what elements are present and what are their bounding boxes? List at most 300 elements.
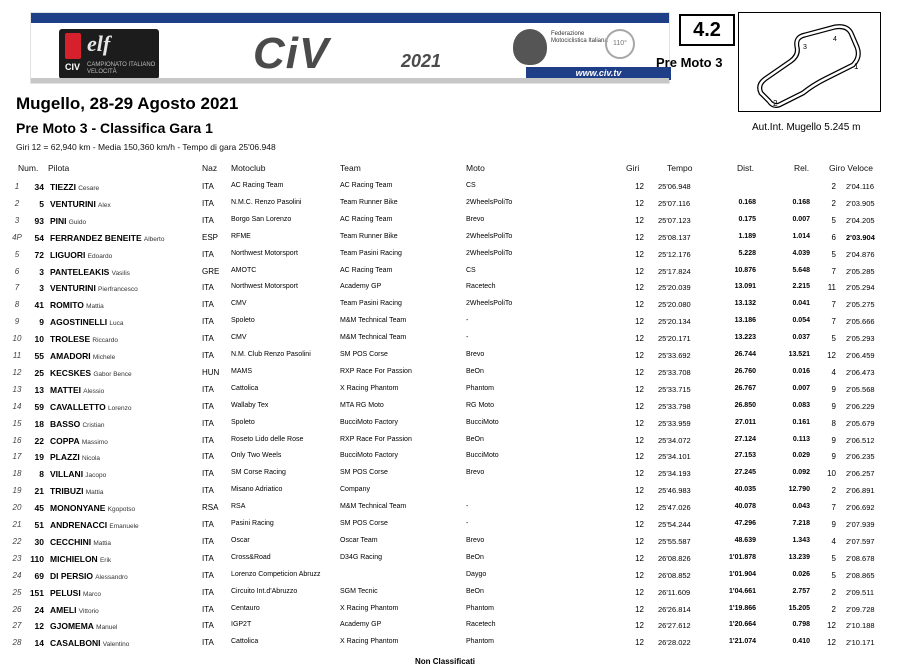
gap-cell: 1'04.661 bbox=[729, 587, 756, 595]
fastest-lap-number-cell: 10 bbox=[827, 469, 836, 479]
time-cell: 26'28.022 bbox=[658, 638, 691, 648]
rider-first-name: Vittorio bbox=[78, 607, 99, 615]
rider-name-cell bbox=[50, 554, 111, 564]
time-cell: 25'20.134 bbox=[658, 317, 691, 327]
team-cell: Academy GP bbox=[340, 283, 382, 291]
header-giro-veloce: Giro Veloce bbox=[829, 163, 873, 173]
laps-cell: 12 bbox=[635, 232, 644, 242]
gap-cell: 1'01.904 bbox=[729, 570, 756, 578]
fastest-lap-time-cell: 2'06.692 bbox=[846, 503, 875, 513]
fastest-lap-time-cell: 2'07.597 bbox=[846, 536, 875, 546]
rider-number-cell: 110 bbox=[30, 553, 44, 564]
table-row bbox=[0, 533, 900, 550]
gap-cell: 13.091 bbox=[734, 283, 756, 291]
time-cell: 25'47.026 bbox=[658, 503, 691, 513]
not-classified-heading: Non Classificati bbox=[415, 657, 476, 666]
table-row bbox=[0, 330, 900, 347]
laps-cell: 12 bbox=[635, 621, 644, 631]
motoclub-cell: CMV bbox=[231, 334, 247, 342]
fastest-lap-number-cell: 2 bbox=[831, 604, 836, 614]
nation-cell: ITA bbox=[202, 418, 214, 428]
rider-number-cell: 3 bbox=[39, 283, 44, 294]
time-cell: 26'26.814 bbox=[658, 604, 691, 614]
nation-cell: ITA bbox=[202, 520, 214, 529]
motoclub-cell: Wallaby Tex bbox=[231, 401, 269, 409]
time-cell: 25'33.798 bbox=[658, 401, 691, 411]
rider-surname: CAVALLETTO bbox=[50, 401, 106, 412]
nation-cell: ITA bbox=[202, 215, 214, 225]
rider-first-name: Alex bbox=[98, 201, 111, 209]
fastest-lap-time-cell: 2'05.666 bbox=[846, 317, 875, 327]
position-cell: 24 bbox=[12, 570, 22, 580]
rider-name-cell bbox=[50, 368, 132, 378]
time-cell: 25'34.101 bbox=[658, 452, 691, 462]
rider-surname: MICHIELON bbox=[50, 553, 98, 564]
gap-cell: 1'20.664 bbox=[729, 621, 756, 629]
rider-first-name: Guido bbox=[68, 218, 87, 226]
rider-number-cell: 19 bbox=[34, 452, 44, 463]
rider-surname: MATTEI bbox=[50, 384, 82, 395]
fastest-lap-number-cell: 7 bbox=[831, 317, 836, 327]
gap-cell: 27.124 bbox=[734, 435, 756, 443]
header-banner bbox=[30, 12, 670, 84]
moto-cell: Phantom bbox=[466, 384, 495, 392]
rider-number-cell: 45 bbox=[34, 503, 44, 514]
rider-surname: KECSKES bbox=[50, 367, 92, 378]
nation-cell: RSA bbox=[202, 503, 219, 513]
relative-gap-cell: 0.041 bbox=[792, 300, 810, 308]
rider-number-cell: 51 bbox=[34, 520, 44, 530]
fastest-lap-number-cell: 9 bbox=[831, 452, 836, 462]
rider-name-cell bbox=[50, 503, 135, 513]
time-cell: 25'20.039 bbox=[658, 283, 691, 293]
motoclub-cell: Pasini Racing bbox=[231, 520, 274, 527]
time-cell: 25'34.072 bbox=[658, 435, 691, 445]
anniversary-badge: 110° bbox=[605, 29, 635, 59]
relative-gap-cell: 15.205 bbox=[788, 604, 810, 612]
rider-number-cell: 12 bbox=[34, 621, 44, 632]
table-row bbox=[0, 448, 900, 465]
nation-cell: ITA bbox=[202, 198, 214, 208]
rider-first-name: Cesare bbox=[78, 185, 100, 192]
laps-cell: 12 bbox=[635, 351, 644, 360]
moto-cell: BeOn bbox=[466, 435, 484, 443]
rider-surname: PELUSI bbox=[50, 587, 81, 598]
position-cell: 6 bbox=[14, 266, 20, 276]
position-cell: 20 bbox=[12, 503, 22, 513]
position-cell: 2 bbox=[14, 198, 20, 208]
fastest-lap-time-cell: 2'05.679 bbox=[846, 418, 875, 428]
time-cell: 25'17.824 bbox=[658, 266, 691, 276]
nation-cell: ITA bbox=[202, 469, 214, 479]
rider-surname: PLAZZI bbox=[50, 452, 80, 463]
rider-number-cell: 54 bbox=[34, 232, 44, 243]
rider-first-name: Gabor Bence bbox=[93, 370, 132, 378]
time-cell: 25'12.176 bbox=[658, 249, 691, 259]
table-row bbox=[0, 482, 900, 499]
rider-surname: VENTURINI bbox=[50, 198, 96, 209]
moto-cell: RG Moto bbox=[466, 401, 495, 409]
time-cell: 25'06.948 bbox=[658, 182, 691, 191]
position-cell: 16 bbox=[12, 435, 22, 445]
rider-number-cell: 93 bbox=[34, 215, 44, 226]
rider-surname: PANTELEAKIS bbox=[50, 266, 110, 277]
relative-gap-cell: 7.218 bbox=[792, 520, 810, 527]
rider-first-name: Pierfrancesco bbox=[98, 286, 138, 294]
laps-cell: 12 bbox=[635, 486, 644, 496]
rider-number-cell: 10 bbox=[34, 334, 44, 345]
motoclub-cell: Cattolica bbox=[231, 638, 259, 646]
fastest-lap-number-cell: 11 bbox=[827, 283, 836, 293]
nation-cell: ITA bbox=[202, 553, 214, 563]
laps-cell: 12 bbox=[635, 638, 644, 648]
rider-surname: VILLANI bbox=[50, 469, 84, 480]
civ-logo-year: 2021 bbox=[401, 51, 442, 71]
fastest-lap-number-cell: 6 bbox=[831, 232, 836, 242]
motoclub-cell: SM Corse Racing bbox=[231, 469, 286, 477]
motoclub-cell: Centauro bbox=[231, 604, 260, 612]
rider-first-name: Alessio bbox=[83, 387, 105, 395]
race-info: Giri 12 = 62,940 km - Media 150,360 km/h - Tempo di gara 25'06.948 bbox=[16, 142, 276, 152]
rider-first-name: Luca bbox=[109, 320, 124, 328]
civ-logo: CiV bbox=[253, 29, 330, 78]
motoclub-cell: Misano Adriatico bbox=[231, 486, 283, 494]
rider-first-name: Nicola bbox=[81, 455, 101, 463]
table-row bbox=[0, 178, 900, 195]
laps-cell: 12 bbox=[635, 215, 644, 225]
rider-surname: TRIBUZI bbox=[50, 486, 84, 497]
relative-gap-cell: 4.039 bbox=[792, 249, 810, 257]
rider-name-cell bbox=[50, 520, 139, 530]
position-cell: 23 bbox=[12, 553, 22, 563]
fastest-lap-time-cell: 2'10.171 bbox=[846, 638, 875, 648]
rider-surname: AMELI bbox=[50, 604, 77, 615]
moto-cell: 2WheelsPoliTo bbox=[466, 300, 513, 308]
team-cell: Company bbox=[340, 486, 370, 494]
motoclub-cell: AC Racing Team bbox=[231, 182, 284, 189]
moto-cell: BeOn bbox=[466, 367, 484, 375]
team-cell: BucciMoto Factory bbox=[340, 418, 398, 426]
relative-gap-cell: 0.113 bbox=[792, 435, 810, 443]
moto-cell: BeOn bbox=[466, 587, 484, 595]
rider-name-cell bbox=[50, 605, 99, 615]
team-cell: RXP Race For Passion bbox=[340, 435, 412, 443]
nation-cell: ESP bbox=[202, 232, 219, 242]
laps-cell: 12 bbox=[635, 384, 644, 394]
table-row bbox=[0, 381, 900, 398]
relative-gap-cell: 0.016 bbox=[792, 367, 810, 375]
fastest-lap-time-cell: 2'09.511 bbox=[846, 587, 874, 597]
time-cell: 25'33.959 bbox=[658, 418, 691, 428]
nation-cell: ITA bbox=[202, 300, 214, 310]
moto-cell: Daygo bbox=[466, 570, 487, 578]
rider-name-cell bbox=[50, 419, 105, 429]
time-cell: 26'08.826 bbox=[658, 553, 691, 563]
rider-surname: ANDRENACCI bbox=[50, 520, 108, 530]
time-cell: 26'11.609 bbox=[658, 587, 691, 597]
rider-number-cell: 3 bbox=[39, 266, 44, 277]
laps-cell: 12 bbox=[635, 317, 644, 327]
motoclub-cell: Roseto Lido delle Rose bbox=[231, 435, 304, 443]
fastest-lap-time-cell: 2'08.865 bbox=[846, 570, 875, 580]
motoclub-cell: Oscar bbox=[231, 536, 250, 544]
table-row bbox=[0, 601, 900, 618]
rider-number-cell: 72 bbox=[34, 249, 44, 260]
fastest-lap-time-cell: 2'06.229 bbox=[846, 401, 875, 411]
team-cell: Team Pasini Racing bbox=[340, 249, 402, 257]
mugello-track-icon bbox=[739, 13, 882, 113]
rider-name-cell bbox=[50, 469, 106, 479]
team-cell: SM POS Corse bbox=[340, 520, 388, 527]
rider-surname: AGOSTINELLI bbox=[50, 317, 108, 328]
position-cell: 15 bbox=[12, 418, 22, 428]
team-cell: AC Racing Team bbox=[340, 215, 393, 223]
rider-surname: MONONYANE bbox=[50, 503, 106, 514]
laps-cell: 12 bbox=[635, 182, 644, 191]
fastest-lap-time-cell: 2'05.568 bbox=[846, 384, 875, 394]
fastest-lap-time-cell: 2'10.188 bbox=[846, 621, 875, 631]
rider-name-cell bbox=[50, 283, 138, 293]
team-cell: BucciMoto Factory bbox=[340, 452, 398, 460]
motoclub-cell: RFME bbox=[231, 232, 251, 240]
table-row bbox=[0, 567, 900, 584]
team-cell: SGM Tecnic bbox=[340, 587, 378, 595]
team-cell: Team Runner Bike bbox=[340, 232, 398, 240]
fastest-lap-number-cell: 9 bbox=[831, 384, 836, 394]
rider-first-name: Alberto bbox=[143, 235, 165, 243]
fastest-lap-time-cell: 2'04.205 bbox=[846, 215, 875, 225]
rider-name-cell bbox=[50, 452, 100, 462]
laps-cell: 12 bbox=[635, 536, 644, 546]
laps-cell: 12 bbox=[635, 334, 644, 344]
fastest-lap-time-cell: 2'05.293 bbox=[846, 334, 875, 344]
nation-cell: HUN bbox=[202, 367, 220, 377]
rider-first-name: Vasilis bbox=[111, 269, 130, 277]
nation-cell: ITA bbox=[202, 182, 214, 191]
rider-surname: DI PERSIO bbox=[50, 570, 93, 581]
position-cell: 9 bbox=[14, 317, 20, 327]
team-cell: SM POS Corse bbox=[340, 351, 388, 358]
rider-first-name: Alessandro bbox=[95, 573, 128, 581]
moto-cell: CS bbox=[466, 182, 476, 189]
header-team: Team bbox=[340, 163, 361, 173]
relative-gap-cell: 2.215 bbox=[792, 283, 810, 291]
rider-name-cell bbox=[50, 267, 130, 277]
federation-name: Federazione Motociclistica Italiana bbox=[551, 31, 608, 44]
motoclub-cell: Spoleto bbox=[231, 317, 255, 325]
relative-gap-cell: 0.092 bbox=[792, 469, 810, 477]
time-cell: 25'07.116 bbox=[658, 198, 691, 208]
header-giri: Giri bbox=[626, 163, 640, 173]
gap-cell: 27.245 bbox=[734, 469, 756, 477]
time-cell: 25'34.193 bbox=[658, 469, 691, 479]
rider-first-name: Michele bbox=[92, 354, 116, 361]
fastest-lap-number-cell: 5 bbox=[831, 553, 836, 563]
nation-cell: ITA bbox=[202, 249, 214, 259]
position-cell: 27 bbox=[12, 621, 22, 631]
fastest-lap-time-cell: 2'05.285 bbox=[846, 266, 875, 276]
team-cell: AC Racing Team bbox=[340, 266, 393, 274]
gap-cell: 13.186 bbox=[734, 317, 756, 325]
rider-name-cell bbox=[50, 436, 108, 446]
fastest-lap-time-cell: 2'03.905 bbox=[846, 198, 875, 208]
rider-name-cell bbox=[50, 385, 104, 395]
relative-gap-cell: 2.757 bbox=[792, 587, 810, 595]
rider-name-cell bbox=[50, 250, 112, 260]
fastest-lap-number-cell: 9 bbox=[831, 401, 836, 411]
fastest-lap-number-cell: 5 bbox=[831, 249, 836, 259]
rider-name-cell bbox=[50, 317, 123, 327]
rider-surname: BASSO bbox=[50, 418, 81, 429]
fastest-lap-time-cell: 2'04.116 bbox=[846, 182, 874, 191]
rider-name-cell bbox=[50, 571, 128, 581]
motoclub-cell: CMV bbox=[231, 300, 247, 308]
fastest-lap-number-cell: 2 bbox=[831, 587, 836, 597]
table-row bbox=[0, 296, 900, 313]
gap-cell: 26.760 bbox=[734, 367, 756, 375]
nation-cell: ITA bbox=[202, 536, 214, 546]
rider-number-cell: 8 bbox=[39, 469, 44, 480]
nation-cell: ITA bbox=[202, 334, 214, 344]
relative-gap-cell: 13.521 bbox=[788, 351, 810, 358]
rider-surname: FERRANDEZ BENEITE bbox=[50, 232, 142, 243]
rider-surname: COPPA bbox=[50, 435, 80, 446]
relative-gap-cell: 0.410 bbox=[792, 638, 810, 646]
nation-cell: ITA bbox=[202, 283, 214, 293]
fastest-lap-number-cell: 9 bbox=[831, 435, 836, 445]
team-cell: Team Pasini Racing bbox=[340, 300, 402, 308]
motoclub-cell: Spoleto bbox=[231, 418, 255, 426]
nation-cell: ITA bbox=[202, 604, 214, 614]
rider-first-name: Kgopotso bbox=[107, 506, 136, 514]
motoclub-cell: Borgo San Lorenzo bbox=[231, 215, 292, 223]
header-naz: Naz bbox=[202, 163, 218, 173]
rider-surname: CASALBONI bbox=[50, 638, 101, 649]
rider-first-name: Marco bbox=[82, 590, 101, 598]
rider-first-name: Jacopo bbox=[85, 472, 107, 480]
position-cell: 8 bbox=[14, 300, 20, 310]
rider-first-name: Massimo bbox=[81, 438, 108, 446]
header-motoclub: Motoclub bbox=[231, 163, 266, 173]
table-row bbox=[0, 313, 900, 330]
rider-number-cell: 24 bbox=[34, 604, 44, 615]
team-cell: Team Runner Bike bbox=[340, 198, 398, 206]
rider-name-cell bbox=[50, 588, 101, 598]
team-cell: Academy GP bbox=[340, 621, 382, 629]
moto-cell: 2WheelsPoliTo bbox=[466, 249, 513, 257]
position-cell: 3 bbox=[14, 215, 20, 225]
table-row bbox=[0, 212, 900, 229]
fastest-lap-time-cell: 2'05.275 bbox=[846, 300, 875, 310]
gap-cell: 1'01.878 bbox=[729, 553, 756, 561]
website-url: www.civ.tv bbox=[526, 67, 671, 80]
fastest-lap-number-cell: 4 bbox=[831, 367, 836, 377]
header-rel: Rel. bbox=[794, 163, 810, 173]
rider-surname: TIEZZI bbox=[50, 182, 76, 192]
fastest-lap-number-cell: 5 bbox=[831, 570, 836, 580]
team-cell: SM POS Corse bbox=[340, 469, 388, 477]
motoclub-cell: Northwest Motorsport bbox=[231, 249, 298, 257]
fastest-lap-time-cell: 2'06.459 bbox=[846, 351, 875, 360]
nation-cell: ITA bbox=[202, 587, 214, 597]
moto-cell: Brevo bbox=[466, 536, 485, 544]
relative-gap-cell: 13.239 bbox=[788, 553, 810, 561]
rider-number-cell: 18 bbox=[34, 418, 44, 429]
gap-cell: 40.035 bbox=[734, 486, 756, 494]
gap-cell: 26.850 bbox=[734, 401, 756, 409]
rider-name-cell bbox=[50, 334, 118, 344]
header-tempo: Tempo bbox=[667, 163, 693, 173]
relative-gap-cell: 0.007 bbox=[792, 384, 810, 392]
fastest-lap-time-cell: 2'04.876 bbox=[846, 249, 875, 259]
position-cell: 5 bbox=[14, 249, 20, 259]
team-cell: X Racing Phantom bbox=[340, 638, 399, 646]
fastest-lap-number-cell: 5 bbox=[831, 334, 836, 344]
position-cell: 10 bbox=[12, 334, 22, 344]
time-cell: 25'20.080 bbox=[658, 300, 691, 310]
rider-name-cell bbox=[50, 402, 131, 412]
rider-name-cell bbox=[50, 621, 117, 631]
position-cell: 26 bbox=[12, 604, 22, 614]
laps-cell: 12 bbox=[635, 503, 644, 513]
banner-top-bar bbox=[31, 13, 669, 23]
team-cell: X Racing Phantom bbox=[340, 384, 399, 392]
relative-gap-cell: 1.343 bbox=[792, 536, 810, 544]
civ-badge: CIV bbox=[65, 62, 81, 72]
time-cell: 25'55.587 bbox=[658, 536, 691, 546]
team-cell: D34G Racing bbox=[340, 553, 383, 561]
relative-gap-cell: 0.161 bbox=[792, 418, 810, 426]
relative-gap-cell: 5.648 bbox=[792, 266, 810, 274]
table-row bbox=[0, 415, 900, 432]
gap-cell: 5.228 bbox=[738, 249, 756, 257]
rider-name-cell bbox=[50, 216, 86, 226]
gap-cell: 0.175 bbox=[738, 215, 756, 223]
nation-cell: ITA bbox=[202, 384, 214, 394]
fastest-lap-number-cell: 5 bbox=[831, 215, 836, 225]
team-cell: M&M Technical Team bbox=[340, 503, 407, 511]
time-cell: 26'08.852 bbox=[658, 570, 691, 580]
moto-cell: Brevo bbox=[466, 351, 485, 358]
moto-cell: BucciMoto bbox=[466, 418, 499, 426]
motoclub-cell: Lorenzo Competicion Abruzz bbox=[231, 570, 321, 578]
fastest-lap-time-cell: 2'06.235 bbox=[846, 452, 875, 462]
moto-cell: BeOn bbox=[466, 553, 484, 561]
fastest-lap-number-cell: 2 bbox=[831, 198, 836, 208]
race-title: Pre Moto 3 - Classifica Gara 1 bbox=[16, 120, 213, 136]
laps-cell: 12 bbox=[635, 452, 644, 462]
gap-cell: 27.011 bbox=[734, 418, 756, 426]
gap-cell: 47.296 bbox=[734, 520, 756, 527]
track-map bbox=[738, 12, 881, 112]
header-pilota: Pilota bbox=[48, 163, 70, 173]
team-cell: X Racing Phantom bbox=[340, 604, 399, 612]
turn-label-1: 1 bbox=[854, 62, 859, 71]
motoclub-cell: Cattolica bbox=[231, 384, 259, 392]
laps-cell: 12 bbox=[635, 604, 644, 614]
laps-cell: 12 bbox=[635, 283, 644, 293]
circuit-info: Aut.Int. Mugello 5.245 m bbox=[752, 122, 861, 133]
position-cell: 14 bbox=[12, 401, 22, 411]
laps-cell: 12 bbox=[635, 266, 644, 276]
team-cell: M&M Technical Team bbox=[340, 317, 407, 325]
nation-cell: ITA bbox=[202, 621, 214, 631]
position-cell: 12 bbox=[12, 367, 22, 377]
nation-cell: ITA bbox=[202, 638, 214, 648]
team-cell: Oscar Team bbox=[340, 536, 378, 544]
table-row bbox=[0, 263, 900, 280]
rider-surname: CECCHINI bbox=[50, 536, 92, 547]
